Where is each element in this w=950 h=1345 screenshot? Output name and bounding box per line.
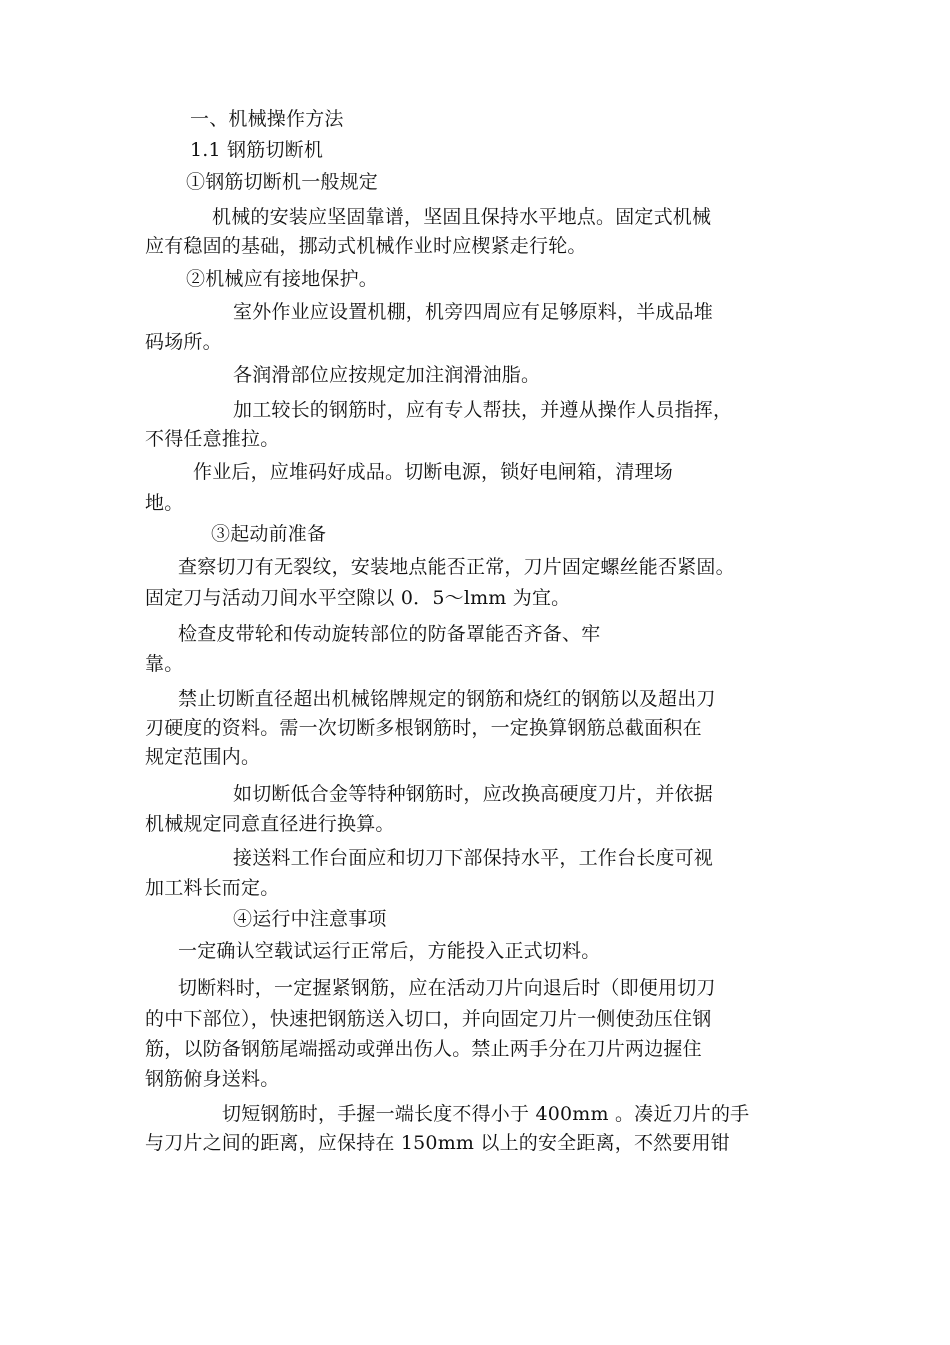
item-heading: ②机械应有接地保护。 <box>186 268 379 290</box>
paragraph-line: 规定范围内。 <box>145 746 261 768</box>
paragraph-line: 一定确认空载试运行正常后，方能投入正式切料。 <box>178 940 601 962</box>
subsection-heading: 1.1 钢筋切断机 <box>190 139 324 161</box>
paragraph-line: 切断料时，一定握紧钢筋，应在活动刀片向退后时（即便用切刀 <box>178 977 716 999</box>
paragraph-line: 查察切刀有无裂纹，安装地点能否正常，刀片固定螺丝能否紧固。 <box>178 556 735 578</box>
paragraph-line: 与刀片之间的距离，应保持在 150mm 以上的安全距离，不然要用钳 <box>145 1132 730 1154</box>
paragraph-line: 加工料长而定。 <box>145 877 280 899</box>
paragraph-line: 机械的安装应坚固靠谱，坚固且保持水平地点。固定式机械 <box>212 206 712 228</box>
item-heading: ③起动前准备 <box>211 523 327 545</box>
paragraph-line: 机械规定同意直径进行换算。 <box>145 813 395 835</box>
paragraph-line: 作业后，应堆码好成品。切断电源，锁好电闸箱，清理场 <box>193 461 674 483</box>
paragraph-line: 如切断低合金等特种钢筋时，应改换高硬度刀片，并依据 <box>233 783 714 805</box>
paragraph-line: 地。 <box>145 492 184 514</box>
paragraph-line: 各润滑部位应按规定加注润滑油脂。 <box>233 364 541 386</box>
paragraph-line: 刃硬度的资料。需一次切断多根钢筋时，一定换算钢筋总截面积在 <box>145 717 702 739</box>
paragraph-line: 固定刀与活动刀间水平空隙以 0．5～lmm 为宜。 <box>145 587 571 609</box>
paragraph-line: 加工较长的钢筋时，应有专人帮扶，并遵从操作人员指挥， <box>233 399 733 421</box>
paragraph-line: 切短钢筋时，手握一端长度不得小于 400mm 。凑近刀片的手 <box>222 1103 750 1125</box>
paragraph-line: 室外作业应设置机棚，机旁四周应有足够原料，半成品堆 <box>233 301 714 323</box>
item-heading: ④运行中注意事项 <box>233 908 387 930</box>
paragraph-line: 不得任意推拉。 <box>145 428 280 450</box>
paragraph-line: 钢筋俯身送料。 <box>145 1068 280 1090</box>
paragraph-line: 筋，以防备钢筋尾端摇动或弹出伤人。禁止两手分在刀片两边握住 <box>145 1038 702 1060</box>
paragraph-line: 接送料工作台面应和切刀下部保持水平，工作台长度可视 <box>233 847 714 869</box>
paragraph-line: 靠。 <box>145 653 184 675</box>
paragraph-line: 检查皮带轮和传动旋转部位的防备罩能否齐备、牢 <box>178 623 601 645</box>
item-heading: ①钢筋切断机一般规定 <box>186 171 379 193</box>
paragraph-line: 的中下部位），快速把钢筋送入切口，并向固定刀片一侧使劲压住钢 <box>145 1008 712 1030</box>
paragraph-line: 禁止切断直径超出机械铭牌规定的钢筋和烧红的钢筋以及超出刀 <box>178 688 716 710</box>
paragraph-line: 应有稳固的基础，挪动式机械作业时应楔紧走行轮。 <box>145 235 587 257</box>
section-heading: 一、机械操作方法 <box>190 108 344 130</box>
paragraph-line: 码场所。 <box>145 331 222 353</box>
